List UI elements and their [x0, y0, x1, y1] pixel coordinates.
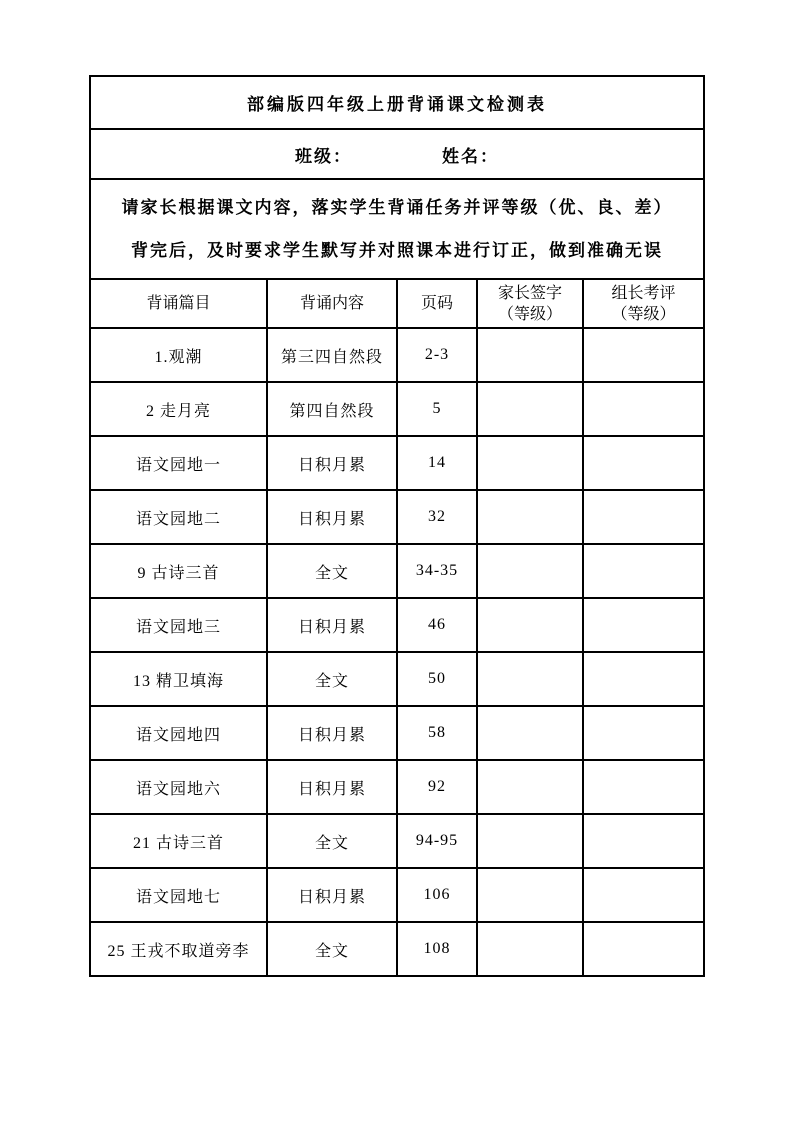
- recite-content-cell: 全文: [267, 652, 397, 706]
- lesson-title-cell: 语文园地六: [90, 760, 267, 814]
- leader-review-cell[interactable]: [583, 868, 704, 922]
- instruction-line-2: 背完后，及时要求学生默写并对照课本进行订正，做到准确无误: [131, 241, 664, 260]
- class-name-row: [90, 129, 704, 179]
- parent-signature-cell[interactable]: [477, 490, 583, 544]
- column-header-parent-signature-sublabel: （等级）: [497, 305, 562, 323]
- table-header-row: [90, 279, 704, 328]
- recite-content-cell: 全文: [267, 544, 397, 598]
- lesson-title-cell: 21 古诗三首: [90, 814, 267, 868]
- parent-signature-cell[interactable]: [477, 922, 583, 976]
- page-number-cell: 32: [397, 490, 477, 544]
- leader-review-cell[interactable]: [583, 436, 704, 490]
- parent-signature-cell[interactable]: [477, 706, 583, 760]
- parent-signature-cell[interactable]: [477, 436, 583, 490]
- leader-review-cell[interactable]: [583, 652, 704, 706]
- table-row: [90, 814, 704, 868]
- recite-content-cell: 日积月累: [267, 868, 397, 922]
- column-header-parent-signature: [477, 279, 583, 328]
- table-row: [90, 436, 704, 490]
- column-header-page: 页码: [397, 279, 477, 328]
- lesson-title-cell: 语文园地一: [90, 436, 267, 490]
- parent-signature-cell[interactable]: [477, 868, 583, 922]
- title-row: [90, 76, 704, 129]
- table-row: [90, 598, 704, 652]
- page-number-cell: 92: [397, 760, 477, 814]
- page-number-cell: 94-95: [397, 814, 477, 868]
- table-row: [90, 868, 704, 922]
- page-number-cell: 46: [397, 598, 477, 652]
- column-header-title: 背诵篇目: [90, 279, 267, 328]
- recite-content-cell: 第四自然段: [267, 382, 397, 436]
- parent-signature-cell[interactable]: [477, 652, 583, 706]
- page-title: 部编版四年级上册背诵课文检测表: [90, 76, 704, 129]
- table-row: [90, 922, 704, 976]
- page-number-cell: 106: [397, 868, 477, 922]
- table-row: [90, 328, 704, 382]
- recite-content-cell: 全文: [267, 922, 397, 976]
- parent-signature-cell[interactable]: [477, 598, 583, 652]
- recite-content-cell: 日积月累: [267, 436, 397, 490]
- recite-content-cell: 第三四自然段: [267, 328, 397, 382]
- lesson-title-cell: 语文园地四: [90, 706, 267, 760]
- parent-signature-cell[interactable]: [477, 814, 583, 868]
- lesson-title-cell: 语文园地二: [90, 490, 267, 544]
- recite-content-cell: 日积月累: [267, 490, 397, 544]
- page-number-cell: 34-35: [397, 544, 477, 598]
- page-number-cell: 5: [397, 382, 477, 436]
- class-name-cell: [90, 129, 704, 179]
- leader-review-cell[interactable]: [583, 706, 704, 760]
- lesson-title-cell: 13 精卫填海: [90, 652, 267, 706]
- lesson-title-cell: 25 王戎不取道旁李: [90, 922, 267, 976]
- table-row: [90, 382, 704, 436]
- table-row: [90, 490, 704, 544]
- leader-review-cell[interactable]: [583, 760, 704, 814]
- leader-review-cell[interactable]: [583, 598, 704, 652]
- leader-review-cell[interactable]: [583, 382, 704, 436]
- leader-review-cell[interactable]: [583, 490, 704, 544]
- instructions-row: [90, 179, 704, 279]
- recite-content-cell: 日积月累: [267, 706, 397, 760]
- column-header-content: 背诵内容: [267, 279, 397, 328]
- column-header-parent-signature-label: 家长签字: [497, 284, 562, 302]
- table-row: [90, 652, 704, 706]
- parent-signature-cell[interactable]: [477, 328, 583, 382]
- page-number-cell: 2-3: [397, 328, 477, 382]
- parent-signature-cell[interactable]: [477, 544, 583, 598]
- lesson-title-cell: 语文园地七: [90, 868, 267, 922]
- parent-signature-cell[interactable]: [477, 760, 583, 814]
- recite-content-cell: 日积月累: [267, 598, 397, 652]
- leader-review-cell[interactable]: [583, 544, 704, 598]
- table-row: [90, 760, 704, 814]
- column-header-leader-review-sublabel: （等级）: [611, 305, 676, 323]
- class-label: 班级：: [295, 146, 353, 166]
- parent-signature-cell[interactable]: [477, 382, 583, 436]
- recite-content-cell: 日积月累: [267, 760, 397, 814]
- page-number-cell: 58: [397, 706, 477, 760]
- instruction-line-1: 请家长根据课文内容，落实学生背诵任务并评等级（优、良、差）: [121, 198, 673, 217]
- name-label: 姓名：: [442, 146, 500, 166]
- page-number-cell: 14: [397, 436, 477, 490]
- column-header-leader-review: [583, 279, 704, 328]
- instructions-cell: [90, 179, 704, 279]
- page-number-cell: 50: [397, 652, 477, 706]
- lesson-title-cell: 1.观潮: [90, 328, 267, 382]
- recite-content-cell: 全文: [267, 814, 397, 868]
- page-number-cell: 108: [397, 922, 477, 976]
- recitation-check-table: [89, 75, 705, 977]
- leader-review-cell[interactable]: [583, 328, 704, 382]
- lesson-title-cell: 9 古诗三首: [90, 544, 267, 598]
- table-row: [90, 706, 704, 760]
- table-row: [90, 544, 704, 598]
- lesson-title-cell: 语文园地三: [90, 598, 267, 652]
- lesson-title-cell: 2 走月亮: [90, 382, 267, 436]
- leader-review-cell[interactable]: [583, 922, 704, 976]
- column-header-leader-review-label: 组长考评: [611, 284, 676, 302]
- leader-review-cell[interactable]: [583, 814, 704, 868]
